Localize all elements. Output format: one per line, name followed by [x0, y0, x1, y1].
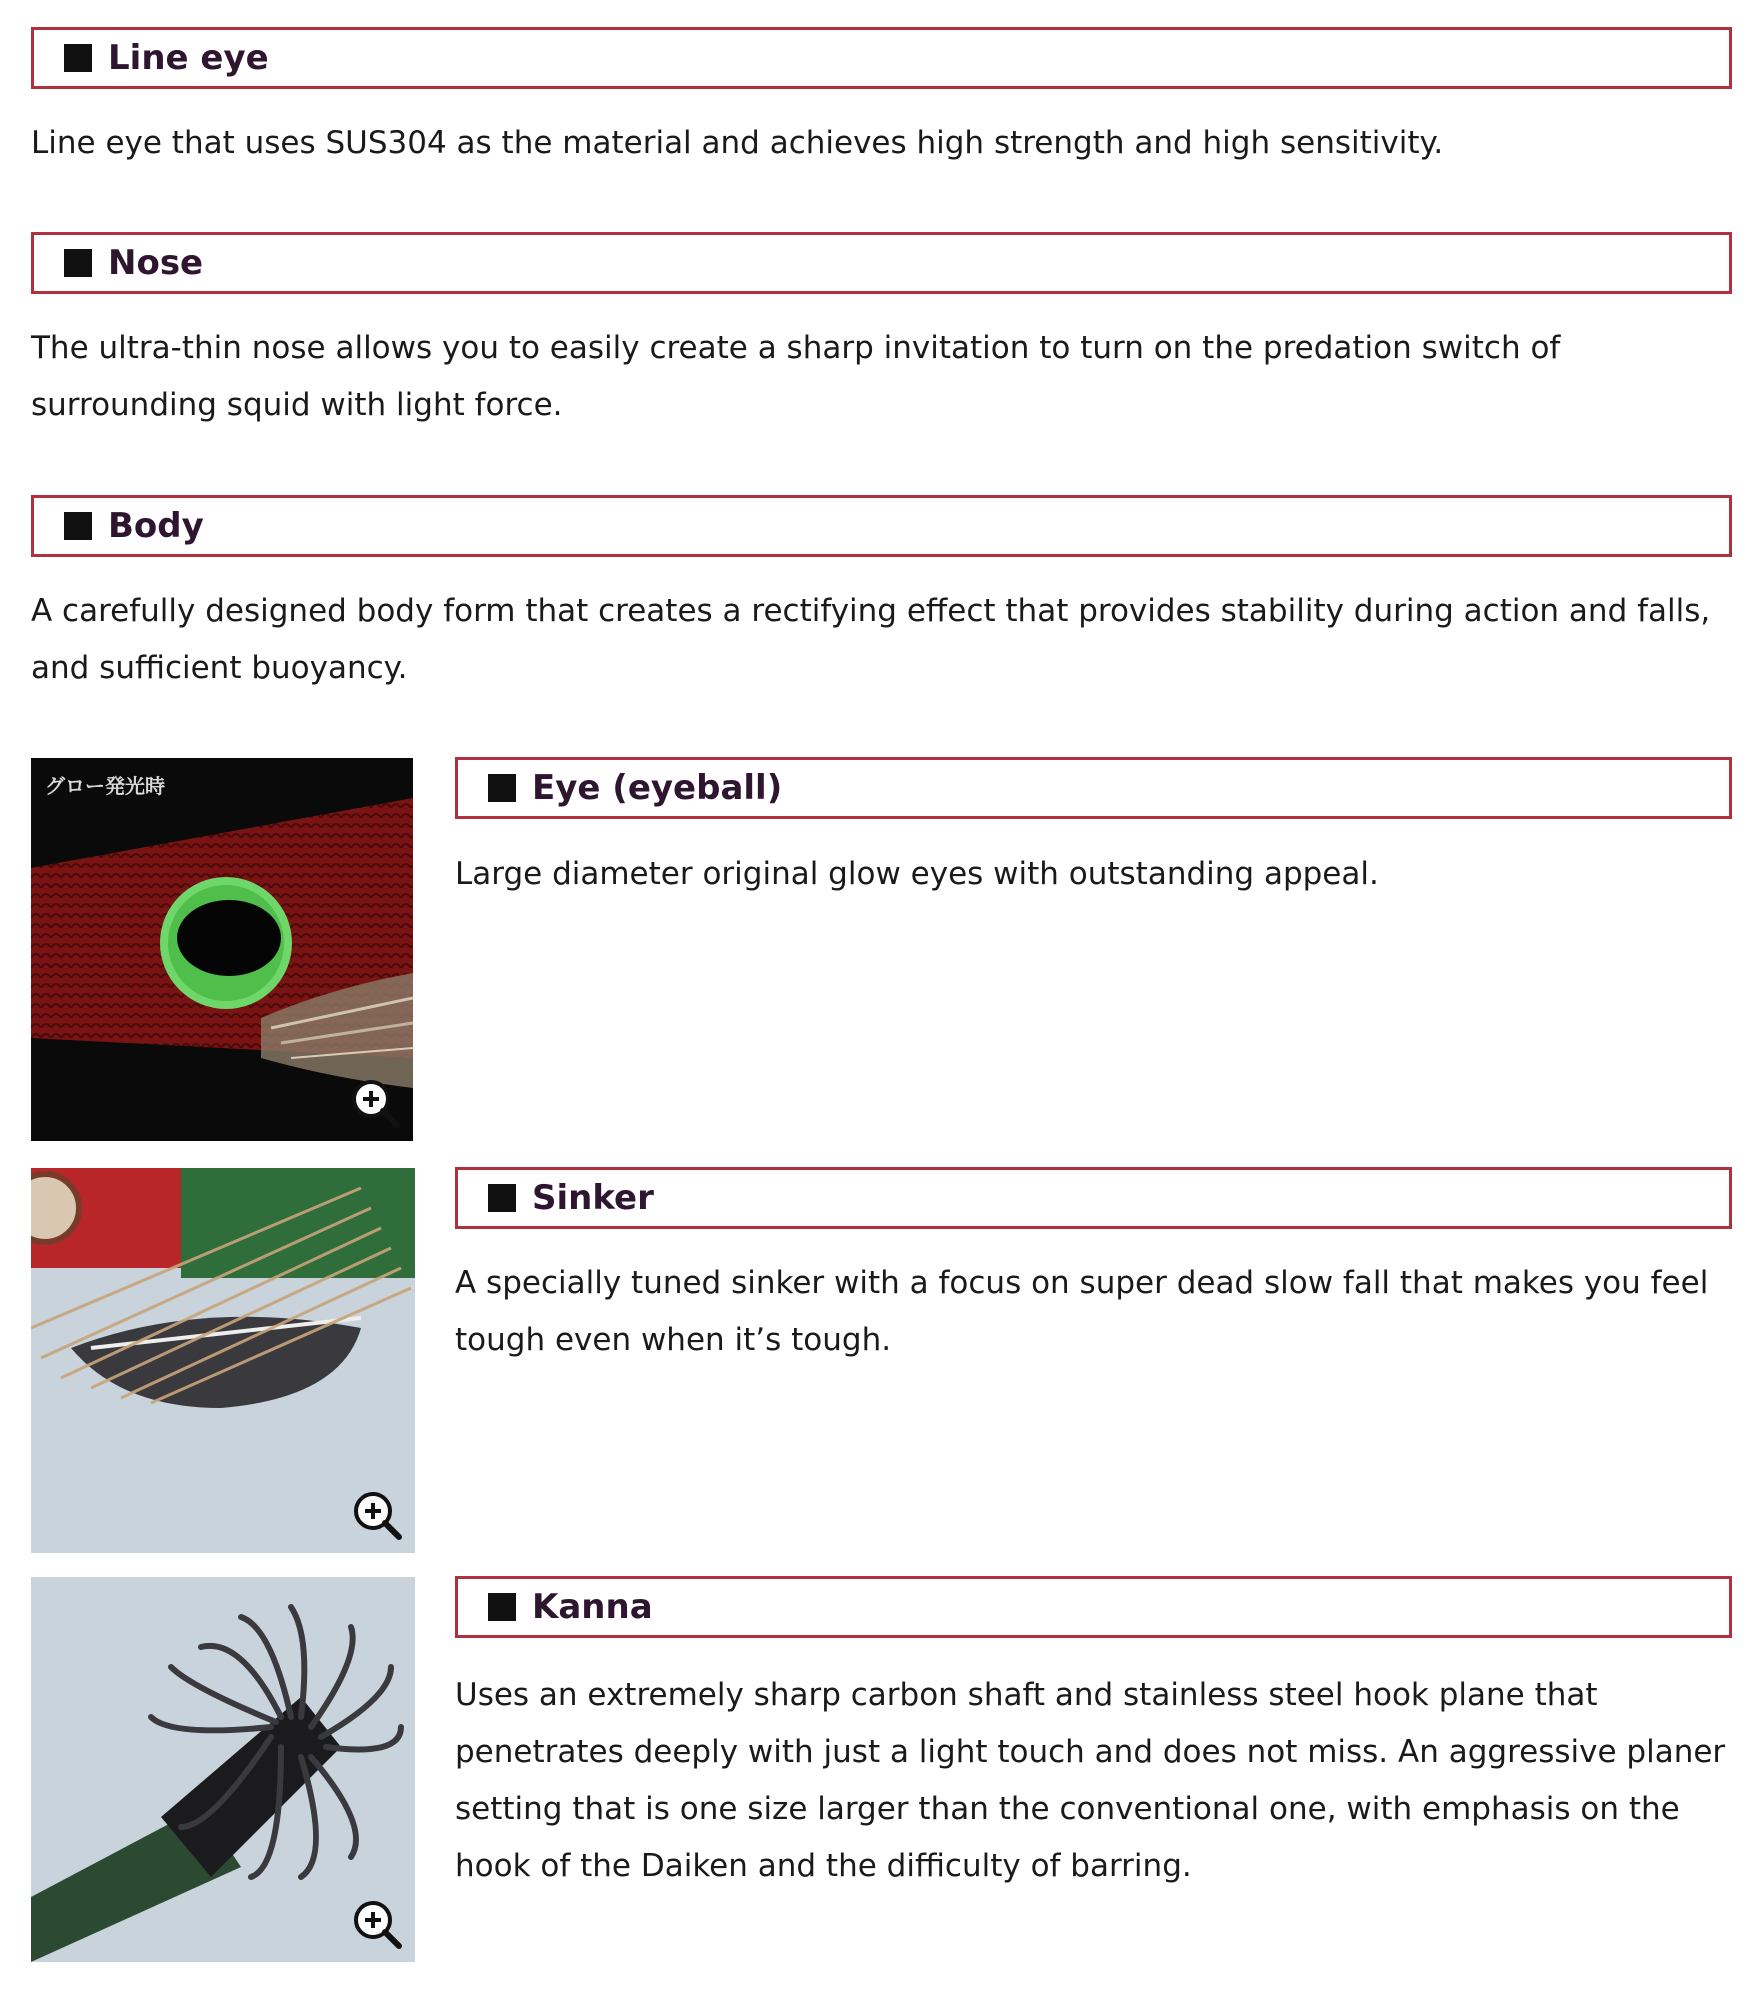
square-bullet-icon: [488, 1593, 516, 1621]
kanna-photo[interactable]: [31, 1577, 415, 1962]
section-text-eye: Large diameter original glow eyes with outstanding appeal.: [455, 856, 1379, 892]
square-bullet-icon: [64, 249, 92, 277]
zoom-in-icon[interactable]: [347, 1075, 405, 1133]
section-heading-nose: [31, 232, 1732, 294]
section-text-sinker: A specially tuned sinker with a focus on super dead slow fall that makes you feel tough even when it’s tough.: [455, 1265, 1709, 1358]
heading-text: Body: [108, 506, 204, 546]
heading-text: Line eye: [108, 38, 269, 78]
section-text-line-eye: Line eye that uses SUS304 as the material and achieves high strength and high sensitivity.: [31, 125, 1444, 161]
sinker-photo[interactable]: [31, 1168, 415, 1553]
heading-text: Nose: [108, 243, 204, 283]
section-heading-body: [31, 495, 1732, 557]
heading-text: Eye (eyeball): [532, 768, 783, 808]
square-bullet-icon: [488, 1184, 516, 1212]
section-text-kanna: Uses an extremely sharp carbon shaft and stainless steel hook plane that penetrates deeply with just a light touch and does not miss. An aggressive planer setting that is one size larger than the conventional one, with emphasis on the hook of the Daiken and the difficulty of barring.: [455, 1677, 1726, 1884]
section-text-nose: The ultra-thin nose allows you to easily create a sharp invitation to turn on the predation switch of surrounding squid with light force.: [31, 330, 1561, 423]
section-heading-sinker: [455, 1167, 1732, 1229]
photo-caption: グロー発光時: [45, 774, 165, 798]
eye-photo[interactable]: [31, 758, 413, 1141]
square-bullet-icon: [64, 512, 92, 540]
heading-text: Kanna: [532, 1587, 653, 1627]
section-heading-eye: [455, 757, 1732, 819]
section-heading-kanna: [455, 1576, 1732, 1638]
square-bullet-icon: [488, 774, 516, 802]
square-bullet-icon: [64, 44, 92, 72]
heading-text: Sinker: [532, 1178, 654, 1218]
section-text-body: A carefully designed body form that creates a rectifying effect that provides stability during action and falls, and sufficient buoyancy.: [31, 593, 1711, 686]
section-heading-line-eye: [31, 27, 1732, 89]
zoom-in-icon[interactable]: [349, 1896, 407, 1954]
zoom-in-icon[interactable]: [349, 1487, 407, 1545]
